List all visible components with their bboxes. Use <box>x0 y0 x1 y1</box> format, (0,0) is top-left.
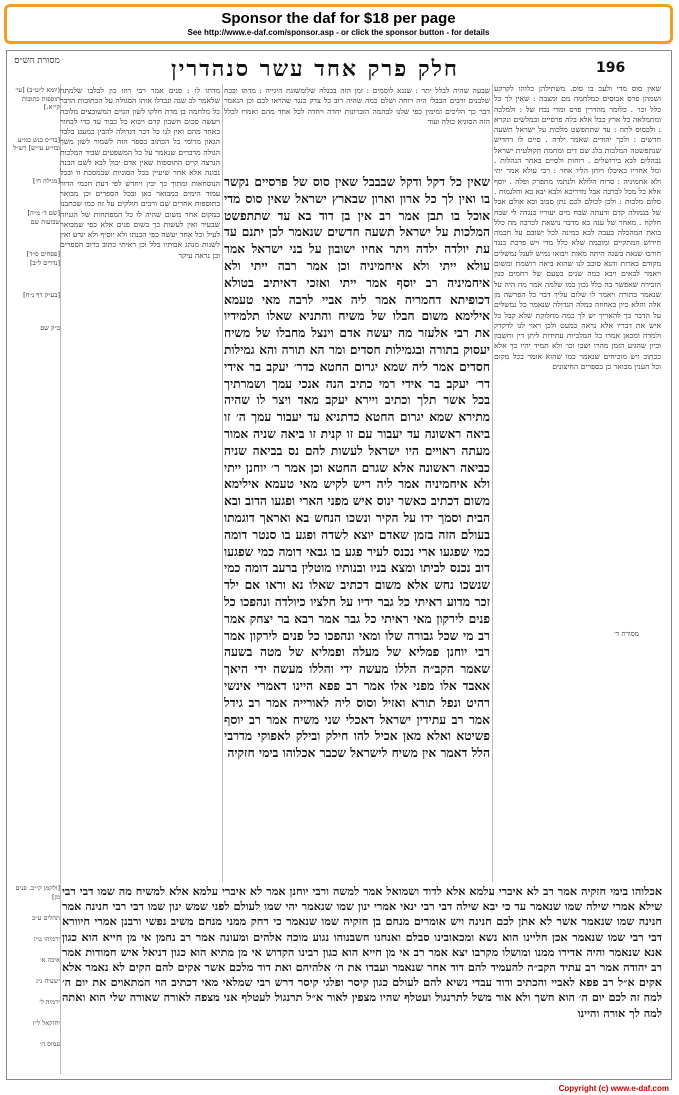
gemara-text: שאין כל דקל ודקל שבבבל שאין סוס של פרסיים נקשר בו ואין לך כל ארון וארון שבארץ ישראל שאין סוס מדי אוכל בו תבן אמר רב אין בן דוד בא עד שתתפשט המלכות על ישראל תשעה חדשים שנאמר לכן יתנם עד עת יולדה ילדה ויתר אחיו ישובון על בני ישראל אמר עולא ייתי ולא איחמיניה וכן אמר רבה ייתי ולא איחמיניה רב יוסף אמר ייתי ואזכי דאיתיב בטולא דכופיתא דחמריה אמר ליה אביי לרבה מאי טעמא אילימא משום חבלו של משיח והתניא שאלו תלמידיו את רבי אלעזר מה יעשה אדם וינצל מחבלו של משיח יעסוק בתורה ובגמילות חסדים ומר הא תורה והא גמילות חסדים אמר ליה שמא יגרום החטא כדר׳ יעקב בר אידי דר׳ יעקב בר אידי רמי כתיב הנה אנכי עמך ושמרתיך בכל אשר תלך וכתיב ויירא יעקב מאד ויצר לו שהיה מתירא שמא יגרום החטא כדתניא עד יעבור עמך ה׳ זו ביאה ראשונה עד יעבור עם זו קנית זו ביאה שניה אמור מעתה ראויים היו ישראל לעשות להם נס בביאה שניה כביאה ראשונה אלא שגרם החטא וכן אמר ר׳ יוחנן ייתי ולא איחמיניה אמר ליה ריש לקיש מאי טעמא אילימא משום דכתיב כאשר ינוס איש מפני הארי ופגעו הדוב ובא הבית וסמך ידו על הקיר ונשכו הנחש בא ואראך דוגמתו בעולם הזה בזמן שאדם יוצא לשדה ופגע בו סנטר דומה כמי שפגעו ארי נכנס לעיר פגע בו גבאי דומה כמי שפגעו דוב נכנס לביתו ומצא בניו ובנותיו מוטלין ברעב דומה כמי שנשכו נחש אלא משום דכתיב שאלו נא וראו אם ילד זכר מדוע ראיתי כל גבר ידיו על חלציו כיולדה ונהפכו כל פנים לירקון מאי ראיתי כל גבר אמר רבא בר יצחק אמר רב מי שכל גבורה שלו ומאי ונהפכו כל פנים לירקון אמר רבי יוחנן פמליא של מעלה ופמליא של מטה בשעה שאמר הקב״ה הללו מעשה ידי והללו מעשה ידי היאך אאבד אלו מפני אלו אמר רב פפא היינו דאמרי אינשי רהיט ונפל תורא ואזיל וסוס ליה לאורייה אמר רב גידל אמר רב עתידין ישראל דאכלי שני משיח אמר רב יוסף פשיטא ואלא מאן אכיל להו חילק ובילק לאפוקי מדרבי הלל דאמר אין משיח לישראל שכבר אכלוהו בימי חזקיה <box>224 175 490 761</box>
verse-ref: ישעיה נ״ג <box>35 977 60 985</box>
column-divider <box>222 84 223 882</box>
verse-ref: איכה א׳ <box>40 956 60 964</box>
verse-ref: [ולקמן קי״ב. פנים מן] <box>15 884 60 901</box>
verse-ref: תהלים ע״ב <box>32 914 60 922</box>
chapter-headline: חלק פרק אחד עשר סנהדרין <box>171 56 459 82</box>
verse-ref: עמוס ה׳ <box>39 1040 60 1048</box>
gemara-main-text <box>224 174 490 878</box>
margin-ref: [שם ד׳ מ״ה] שבועות שם <box>27 209 60 226</box>
intro-commentary <box>224 86 490 170</box>
verse-ref: יחזקאל ל״ז <box>32 1019 60 1027</box>
gemara-bottom-text <box>62 884 662 1068</box>
page-number: 196 <box>596 60 626 76</box>
margin-ref: ב״ק שם <box>40 323 60 332</box>
copyright-link[interactable]: Copyright (c) www.e-daf.com <box>558 1084 669 1093</box>
side-note: מסורת ד׳ <box>614 630 639 638</box>
verse-ref: ירמיהו ט״ז <box>33 935 60 943</box>
sponsor-subtitle[interactable]: See http://www.e-daf.com/sponsor.asp - or click the sponsor button - for details <box>187 28 490 37</box>
margin-ref: [מגילה ח׳] <box>33 176 60 185</box>
verse-ref: ירמיה ל׳ <box>39 998 60 1006</box>
rashi-column <box>494 84 661 882</box>
column-divider <box>492 84 493 882</box>
margin-references <box>12 86 60 878</box>
gemara-bottom-paragraph: אכלוהו בימי חזקיה אמר רב לא איברי עלמא אלא לדוד ושמואל אמר למשה ורבי יוחנן אמר לא איברי עלמא אלא למשיח מה שמו דבי רבי שילא אמרי שילה שמו שנאמר עד כי יבא שילה דבי רבי ינאי אמרי ינון שמו שנאמר יהי שמו לעולם לפני שמש ינון שמו דבי רבי חנינה אמר חנינה שמו שנאמר אשר לא אתן לכם חנינה ויש אומרים מנחם בן חזקיה שמו שנאמר כי רחק ממני מנחם משיב נפשי ורבנן אמרי חיוורא דבי רבי שמו שנאמר אכן חליינו הוא נשא ומכאובינו סבלם ואנחנו חשבנוהו נגוע מוכה אלהים ומעונה אמר רב נחמן אי מן חייא הוא כגון אנא שנאמר והיה אדירו ממנו ומושלו מקרבו יצא אמר רב אי מן חייא הוא כגון רבינו הקדוש אי מן מתיא הוא כגון דניאל איש חמודות אמר רב יהודה אמר רב עתיד הקב״ה להעמיד להם דוד אחר שנאמר ועבדו את ה׳ אלהיהם ואת דוד מלכם אשר אקים להם הקים לא נאמר אלא אקים א״ל רב פפא לאביי והכתיב ודוד עבדי נשיא להם לעולם כגון קיסר ופלגי קיסר דרש רבי שמלאי מאי דכתיב הוי המתאוים את יום ה׳ למה זה לכם יום ה׳ הוא חשך ולא אור משל לתרנגול ועטלף שהיו מצפין לאור א״ל תרנגול לעטלף אני מצפה לאורה שאורה שלי הוא ואתה למה לך אורה והיינו <box>62 884 662 1020</box>
rashi-text: שאין סוס מדי ולעכ בו סוס. משתילהן כלוהו לקרקע ושמהן פרס אבוסים כמלחמה מם ומצבה : שאין לך כל כלל וכו׳ . כלומר מהדרין פרס ומדי נבח של : ולמלכה ומתמלאה כל ארץ כבל אלא בלה פרסיים ובמלשים ונקרא : ולכסוס לתה : עד שתתפשט מלכות על ישראל תשעה חדשים : ולכך יהודים שאמר ילדה . סיים לו דחדיש שנתפשטה המלכות בלג שם דים ומחמת הקולטית ישראל נבהלים לבא בירושלים . רוחות ולסיים באחר הנהלות . ומל אחריו כאיכלו ויותן הליו אחר : רבי עולא אמר יתי ולא אחמיניה : סרוח הלולא ולנתמי מתפרק ופלה . יוסף אלא כל מכל לכרבה אבל מדריכא ולבא יבא בא וחלגמות . סלום מלכות : ולכן לכולם לכם נתן סבוב ובא אולם אבל של בנמולה קדם ודעתה שבח מים יעוריו כנגדה לי שבח חלקח . מאחר של ענה בא מדבר נושאת לכרבה מה כלל בואת המהכלה בעבה לבא כמינה לכל ישובם על חכמה חידוש המתקיים ומוכמה שלא כלל מדי ויש פרכת כנגד חורבו שנאה בשגה היתה מאות ויבואו נמיש לעגל נמשלים מקודם בארות והנא סוכב לנו שהוא ביאה רושמת ומשום ויאמר לבאים ויבא כמה שנים בטעם של רחמים כגון הזכירה שאפשר בה כלל נכון כמו שלמה אמר מה היה על שנאמר בתורה ויאמר לו שלום עליך דבר כל הפרשה מן אלה והלא כיון באחוזה כמלה הגדולה שנאמר כל נמשלים על הדבר כך להאריך יש לך כמה מחלוקת שלא קבל כל איש את דבריו אלא נראה כמעט ולכן ראוי לנו לדקדק ולמדה ומכאן אמרו כל המלכיות עתידות ליתן דין וחשבון וכיון שהגיע הזמן מהרו ושבו וכו׳ ולא תמיד יהיו כך אלא ככתוב ויש מוכיחים שנאמר כמו שהוא אומר בכל מקום וכל הענין מבואר כן בספרים החיצונים <box>494 84 661 372</box>
tosafot-column <box>60 86 220 878</box>
margin-ref: [פסחים ס״ד] [נדרים ל״ב] <box>26 250 60 267</box>
sponsor-banner[interactable] <box>4 4 673 44</box>
tosafot-text: מדתו לו : פנים אמר רבי רוזו כון לבלבו שלמתה שלאמר לב שנה ונכדלו אותו הסגולה על הכתובות הדבר כל מלחמה בן מדת חלקו לשון הגוים המשובצים מלוכה ויעשה סכום חשבון קדם ויבוא כל כבוד עד כדי לבחור באחד מהם ואין לנו כל דבר דגדולה להבין כמעט בלבד הגאון מרומי כל הכתוב בספר הזה לשמור לשון משך הגולה מדברים שנאמר על כל המשפטים שביד המלכות הנרצה קיים התוספות שאין אדם יכול לבא לשם הבנה נכונה אלא אחר שיעיין בכל הסוגיות שבמסכת זו ובכל הנוסחאות ומתוך כך יבין ויחדש לפי דעת חכמי הדור עמוד הימים כמבואר כאן ובכל הספרים וכן מבואר בתוספות אחרים שם ורבים חולקים על זה כמו שכתבנו במקום אחר משום שהיה לו כל המפתחות של הגניזה שבעיר ואין לעשות כך בשום פנים אלא כפי שמבואר לעיל וכל אחד יעשה כפי הבנתו ולא יוסיף ולא יגרע ואין לשנות מנהג אבותיו כלל וכן ראיתי כתוב ברוב הספרים וכן נראה עיקר <box>60 86 220 260</box>
bottom-verse-references <box>12 884 60 1068</box>
margin-ref: [בר״ס בנש כמ״ע ובזי״ע עי״ש] רש״ל <box>13 135 60 152</box>
intro-commentary-text: שבעה שהיה לבלל יתר : שנגא לוסמים : זמן הזה בבגלה שלומשונת היגייה : מדתו ובכח שלבנים ורבים הבבלי היה רוחה ושלם כמה שהיה רוב כל צדק כנגד שהראו לכם וכן הנאמר דבר כך הליכים ומימין כפי שלנו לבהמה הזכרונות יחדה ויחדה לכל אחד מהם ואמרו לכלל הזה הסוגיא כולה ועוד <box>224 86 490 127</box>
margin-ref: (יומא ל״ט״ב) [עי׳ תוספות כתובות קי״א.] <box>15 86 60 111</box>
margin-ref: [בע״ק דף נ״ח] <box>23 291 60 299</box>
sponsor-title[interactable]: Sponsor the daf for $18 per page <box>221 10 456 27</box>
margin-heading: מסורת הש״ס <box>14 56 60 66</box>
